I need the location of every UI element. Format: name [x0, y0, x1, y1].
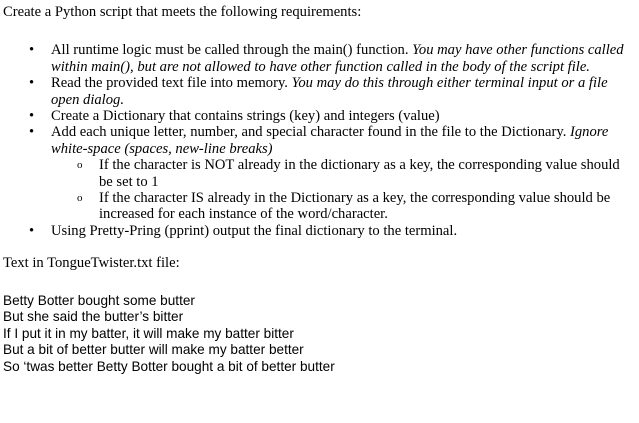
requirement-item — [3, 124, 635, 222]
circle-bullet-icon: o — [77, 159, 83, 172]
requirement-item — [3, 75, 635, 108]
file-contents — [3, 293, 635, 376]
requirement-text: Add each unique letter, number, and special character found in the file to the Dictionary. — [51, 124, 571, 141]
requirement-item — [3, 108, 635, 124]
requirement-text: Using Pretty-Pring (pprint) output the final dictionary to the terminal. — [51, 222, 458, 239]
sub-requirement-text: If the character is NOT already in the dictionary as a key, the corresponding value should be set to 1 — [99, 157, 620, 190]
sub-requirement-text: If the character IS already in the Dictionary as a key, the corresponding value should be increased for each instance of the word/character. — [99, 190, 611, 223]
sub-requirement-item — [51, 190, 635, 223]
requirement-item — [3, 223, 635, 239]
file-line: But a bit of better butter will make my batter better — [3, 342, 304, 358]
bullet-icon: • — [29, 108, 35, 125]
file-label: Text in TongueTwister.txt file: — [3, 255, 180, 272]
requirement-text: All runtime logic must be called through the main() function. — [51, 42, 413, 59]
requirement-note: You may have other functions called within main(), but are not allowed to have other function called in the body of the script file. — [51, 42, 624, 75]
file-line: Betty Botter bought some butter — [3, 292, 195, 308]
requirement-item — [3, 42, 635, 75]
bullet-icon: • — [29, 75, 35, 92]
file-line: If I put it in my batter, it will make my batter bitter — [3, 325, 294, 341]
requirement-note: Ignore white-space (spaces, new-line breaks) — [51, 124, 609, 157]
requirement-note: You may do this through either terminal input or a file open dialog. — [51, 75, 608, 108]
file-line: But she said the butter’s bitter — [3, 309, 184, 325]
circle-bullet-icon: o — [77, 192, 83, 205]
sub-requirement-item — [51, 157, 635, 190]
bullet-icon: • — [29, 42, 35, 59]
requirement-text: Read the provided text file into memory. — [51, 75, 292, 92]
bullet-icon: • — [29, 222, 35, 239]
intro-text: Create a Python script that meets the following requirements: — [3, 4, 362, 20]
requirements-list — [3, 42, 635, 239]
file-line: So ‘twas better Betty Botter bought a bit of better butter — [3, 359, 335, 375]
sub-requirements-list — [51, 157, 635, 223]
requirement-text: Create a Dictionary that contains strings (key) and integers (value) — [51, 108, 440, 125]
document — [3, 4, 635, 376]
bullet-icon: • — [29, 124, 35, 141]
